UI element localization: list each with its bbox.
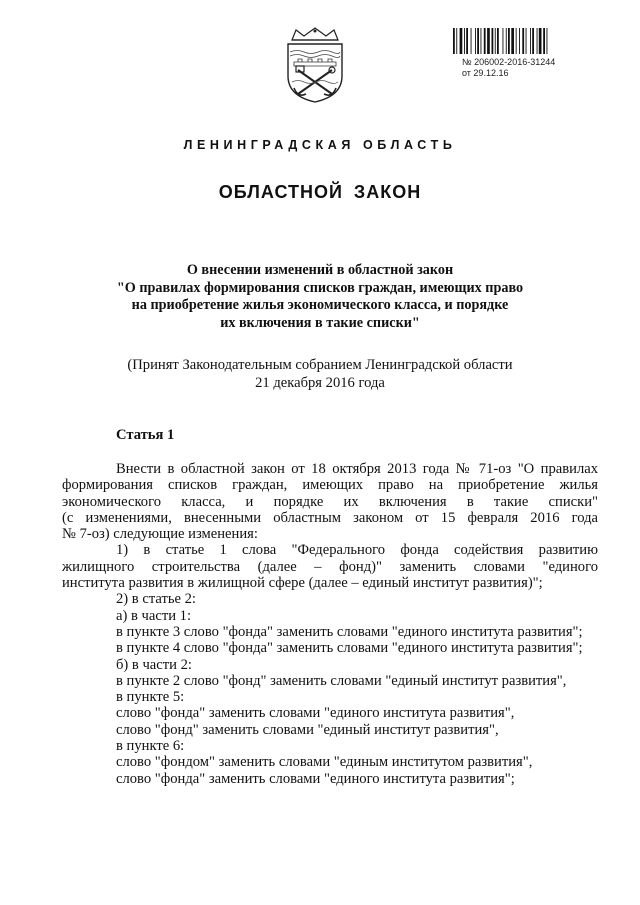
title-line: на приобретение жилья экономического класса, и порядке	[131, 297, 509, 313]
title-line: их включения в такие списки"	[220, 314, 420, 331]
law-type-heading: ОБЛАСТНОЙ ЗАКОН	[218, 182, 422, 202]
adoption-note	[60, 357, 580, 392]
barcode	[452, 28, 588, 54]
body-line: в пункте 6:	[116, 738, 185, 755]
coat-of-arms-emblem	[280, 26, 350, 104]
body-line: в пункте 3 слово "фонда" заменить словами "единого института развития";	[116, 623, 583, 640]
article-body	[62, 461, 598, 787]
article-heading: Статья 1	[116, 427, 175, 443]
body-line: слово "фондом" заменить словами "единым институтом развития",	[116, 754, 533, 771]
body-line: в пункте 2 слово "фонд" заменить словами "единый институт развития",	[116, 672, 567, 689]
body-line: Внести в областной закон от 18 октября 2013 года № 71-оз "О правилах	[116, 461, 598, 477]
body-line: института развития в жилищной сфере (далее – единый институт развития)";	[62, 575, 543, 592]
registration-number: № 206002-2016-31244	[462, 57, 556, 67]
body-line: слово "фонда" заменить словами "единого института развития";	[116, 770, 515, 787]
body-line: слово "фонд" заменить словами "единый институт развития",	[116, 721, 499, 738]
law-title	[60, 262, 580, 332]
body-line: б) в части 2:	[116, 656, 192, 673]
adoption-line: 21 декабря 2016 года	[255, 374, 385, 391]
body-line: 2) в статье 2:	[116, 591, 196, 608]
body-line: (с изменениями, внесенными областным законом от 15 февраля 2016 года	[62, 509, 598, 526]
registration-date: от 29.12.16	[462, 68, 509, 78]
body-line: экономического класса, и порядке их включения в такие списки"	[62, 493, 598, 510]
body-line: жилищного строительства (далее – фонд)" заменить словами "единого	[62, 558, 598, 575]
body-line: слово "фонда" заменить словами "единого института развития",	[116, 705, 515, 722]
title-line: "О правилах формирования списков граждан, имеющих право	[116, 279, 524, 296]
body-line: в пункте 5:	[116, 689, 185, 706]
title-line: О внесении изменений в областной закон	[186, 262, 454, 278]
body-line: а) в части 1:	[116, 607, 192, 624]
body-line: формирования списков граждан, имеющих право на приобретение жилья	[62, 477, 598, 494]
region-name: ЛЕНИНГРАДСКАЯ ОБЛАСТЬ	[183, 138, 457, 152]
adoption-line: (Принят Законодательным собранием Ленинградской области	[127, 357, 513, 373]
registration-stamp	[462, 57, 555, 79]
body-line: в пункте 4 слово "фонда" заменить словами "единого института развития";	[116, 640, 583, 657]
body-line: № 7-оз) следующие изменения:	[62, 526, 258, 543]
body-line: 1) в статье 1 слова "Федерального фонда содействия развитию	[116, 542, 598, 559]
